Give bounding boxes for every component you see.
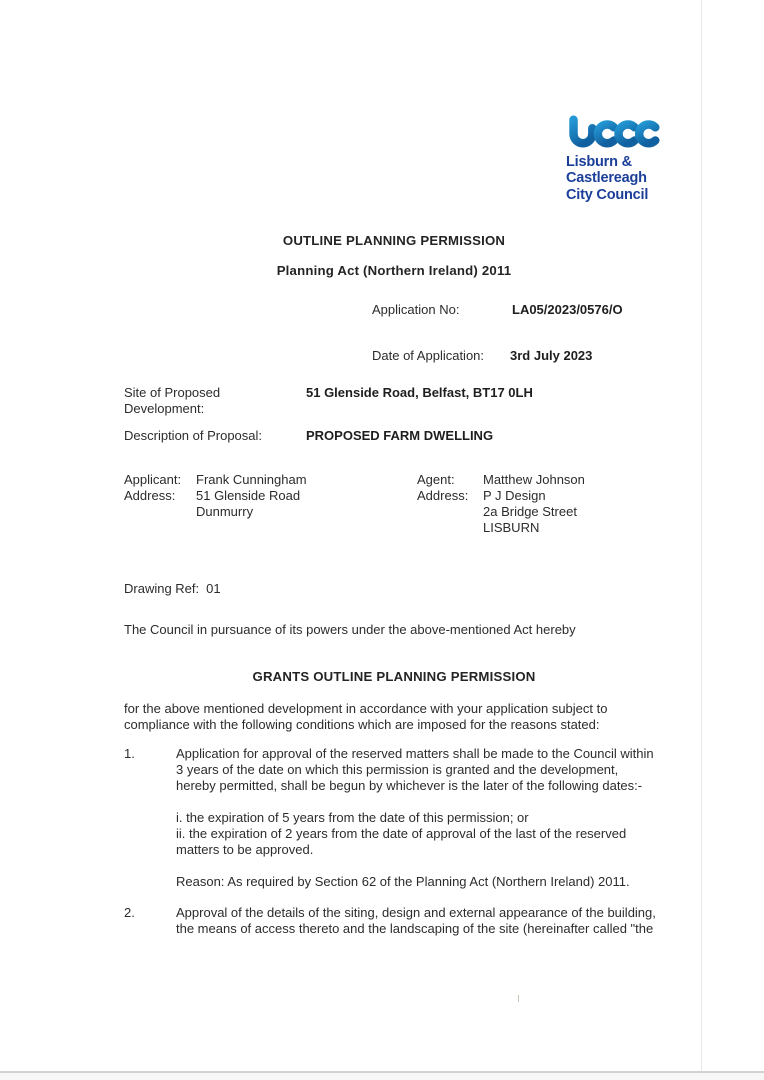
applicant-address-label: Address: (124, 488, 176, 503)
drawing-ref-value: 01 (206, 581, 221, 596)
drawing-ref (124, 581, 221, 597)
council-logo (566, 113, 676, 203)
condition-number: 1. (124, 746, 135, 761)
scan-artifact-mark (518, 995, 519, 1002)
agent-address-label: Address: (417, 488, 469, 503)
document-subtitle: Planning Act (Northern Ireland) 2011 (276, 263, 512, 278)
application-date-label: Date of Application: (372, 348, 485, 363)
agent-address-line: LISBURN (483, 520, 540, 535)
agent-address-line: 2a Bridge Street (483, 504, 577, 519)
site-value: 51 Glenside Road, Belfast, BT17 0LH (306, 385, 533, 400)
condition-reason: Reason: As required by Section 62 of the Planning Act (Northern Ireland) 2011. (176, 874, 630, 889)
agent-label: Agent: (417, 472, 455, 487)
condition-text: Approval of the details of the siting, design and external appearance of the building, the means of access thereto and the landscaping of the site (hereinafter called "the (176, 905, 656, 936)
proposal-value: PROPOSED FARM DWELLING (306, 428, 494, 443)
drawing-ref-label: Drawing Ref: (124, 581, 200, 596)
application-no-value: LA05/2023/0576/O (512, 302, 623, 317)
condition-item (176, 746, 654, 890)
applicant-label: Applicant: (124, 472, 182, 487)
council-name: Lisburn & Castlereagh City Council (566, 154, 649, 203)
agent-name: Matthew Johnson (483, 472, 585, 487)
agent-block (417, 472, 585, 536)
application-date-value: 3rd July 2023 (510, 348, 593, 363)
lccc-wave-icon (566, 113, 660, 151)
proposal-label: Description of Proposal: (124, 428, 263, 443)
agent-address-line: P J Design (483, 488, 546, 503)
grant-intro: The Council in pursuance of its powers under the above-mentioned Act hereby (124, 622, 576, 637)
applicant-address-line: 51 Glenside Road (196, 488, 301, 503)
condition-subitems: i. the expiration of 5 years from the date of this permission; or ii. the expiration of 2 years from the date of approval of the last of the reserved matters to be approved. (176, 810, 627, 857)
applicant-block (124, 472, 307, 520)
document-title: OUTLINE PLANNING PERMISSION (282, 233, 506, 248)
application-no-label: Application No: (372, 302, 460, 317)
grants-heading: GRANTS OUTLINE PLANNING PERMISSION (252, 669, 536, 684)
condition-text: Application for approval of the reserved matters shall be made to the Council within 3 years of the date on which this permission is granted and the development, hereby permitted, shall be begun by whichever is the later of the following dates:- (176, 746, 654, 793)
applicant-address-line: Dunmurry (196, 504, 254, 519)
grant-body: for the above mentioned development in accordance with your application subject to compliance with the following conditions which are imposed for the reasons stated: (124, 701, 608, 732)
scan-background-strip (0, 1073, 764, 1080)
condition-item (176, 905, 656, 937)
applicant-name: Frank Cunningham (196, 472, 307, 487)
condition-number: 2. (124, 905, 135, 920)
page-edge-right (701, 0, 702, 1071)
site-label: Site of Proposed Development: (124, 385, 221, 416)
